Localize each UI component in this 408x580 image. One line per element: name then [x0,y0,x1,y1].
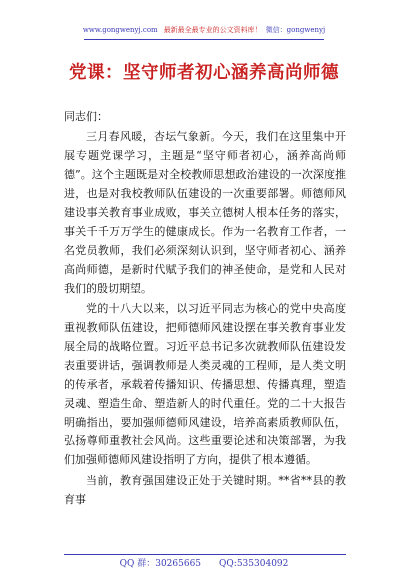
footer-qq-group: QQ 群：30265665 [119,559,202,569]
header-wechat: 微信：gongwenyj [265,26,326,34]
body-paragraph-2: 党的十八大以来，以习近平同志为核心的党中央高度重视教师队伍建设，把师德师风建设摆在事关教育事业发展全局的战略位置。习近平总书记多次就教师队伍建设发表重要讲话，强调教师是人类灵魂的工程师，是人类文明的传承者，承载着传播知识、传播思想、传播真理，塑造灵魂、塑造生命、塑造新人的时代重任。党的二十大报告明确指出，要加强师德师风建设，培养高素质教师队伍，弘扬尊师重教社会风尚。这些重要论述和决策部署，为我们加强师德师风建设指明了方向，提供了根本遵循。 [64,302,346,467]
header-ad-text: 最新最全最专业的公文资料库！ [163,26,262,34]
footer-qq-contact: QQ:535304092 [219,559,289,569]
page-header [0,25,408,35]
header-divider [84,39,324,40]
document-body [64,108,346,511]
salutation: 同志们： [64,110,108,123]
header-site-link[interactable]: www.gongwenyj.com [82,26,158,34]
body-paragraph-3: 当前，教育强国建设正处于关键时期。**省**县的教育事 [64,473,346,506]
footer-divider [64,554,346,555]
page-footer [0,558,408,570]
body-paragraph-1: 三月春风暖，杏坛气象新。今天，我们在这里集中开展专题党课学习，主题是“坚守师者初心，涵养高尚师德”。这个主题既是对全校教师思想政治建设的一次深度推进，也是对我校教师队伍建设的一次重要部署。师德师风建设事关教育事业成败，事关立德树人根本任务的落实，事关千千万万学生的健康成长。作为一名教育工作者，一名党员教师，我们必须深刻认识到，坚守师者初心、涵养高尚师德，是新时代赋予我们的神圣使命，是党和人民对我们的殷切期望。 [64,130,346,295]
document-title: 党课：坚守师者初心涵养高尚师德 [69,63,339,83]
